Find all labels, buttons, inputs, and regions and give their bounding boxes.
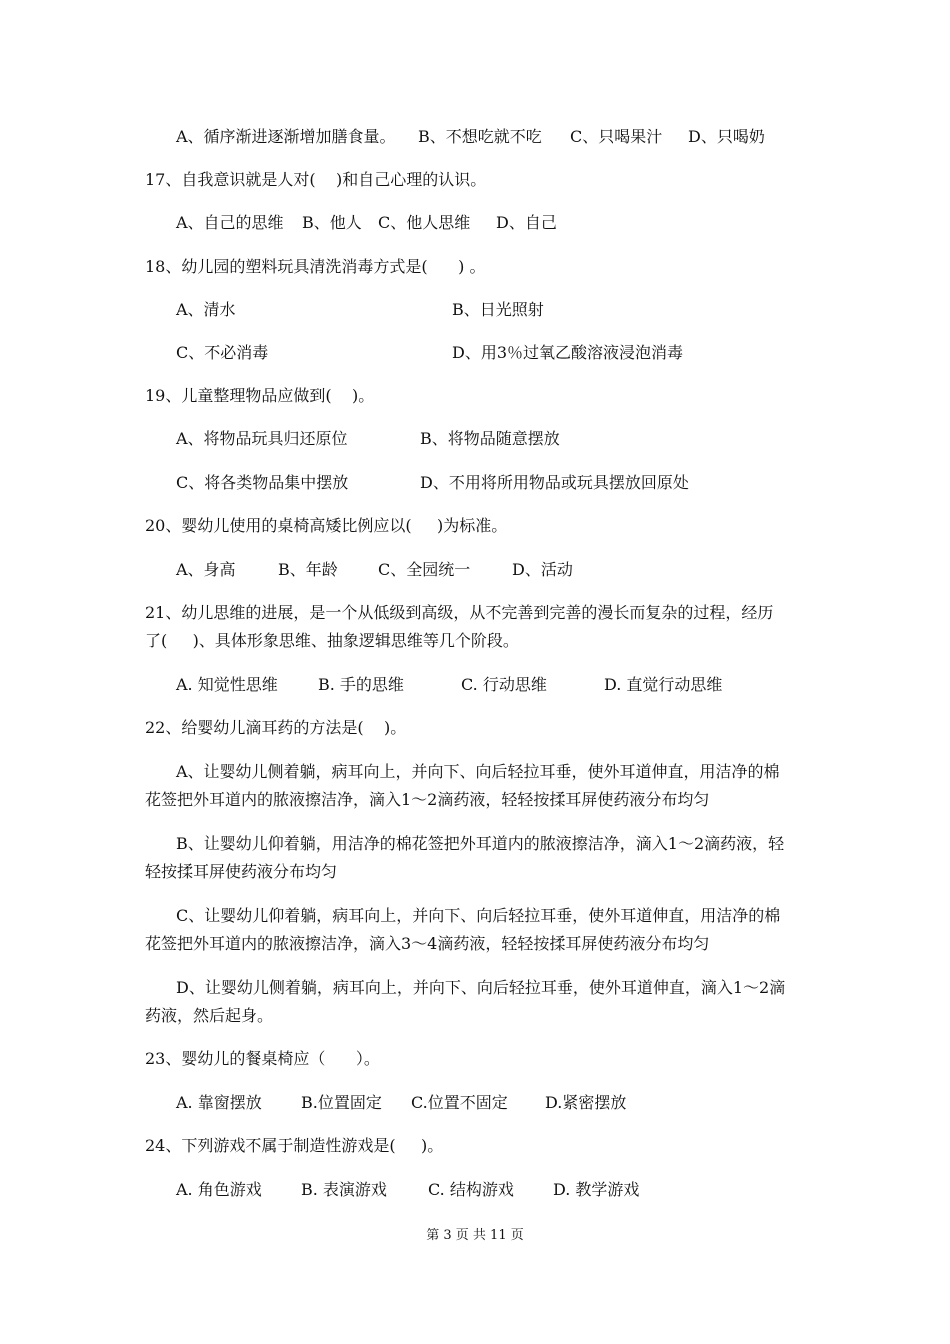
q22-stem: 22、给婴幼儿滴耳药的方法是( )。 <box>145 718 407 737</box>
q23-option-a: A. 靠窗摆放 <box>176 1093 262 1112</box>
q24-option-b: B. 表演游戏 <box>301 1180 387 1199</box>
q22-option-d-line-1: D、让婴幼儿侧着躺，病耳向上，并向下、向后轻拉耳垂，使外耳道伸直，滴入1～2滴 <box>176 978 786 997</box>
q20-stem: 20、婴幼儿使用的桌椅高矮比例应以( )为标准。 <box>145 516 508 535</box>
q24-stem: 24、下列游戏不属于制造性游戏是( )。 <box>145 1136 444 1155</box>
q18-option-a: A、清水 <box>176 300 236 319</box>
q23-stem: 23、婴幼儿的餐桌椅应（ ）。 <box>145 1049 380 1068</box>
q20-option-d: D、活动 <box>512 560 573 579</box>
q21-option-a: A. 知觉性思维 <box>176 675 278 694</box>
q21-stem-line-2: 了( )、具体形象思维、抽象逻辑思维等几个阶段。 <box>145 631 519 650</box>
q21-option-b: B. 手的思维 <box>318 675 404 694</box>
q23-option-c: C.位置不固定 <box>411 1093 508 1112</box>
q20-option-b: B、年龄 <box>278 560 338 579</box>
page-number-footer: 第 3 页 共 11 页 <box>426 1228 524 1243</box>
q22-option-b-line-2: 轻按揉耳屏使药液分布均匀 <box>145 862 338 881</box>
q23-option-b: B.位置固定 <box>301 1093 382 1112</box>
q22-option-d-line-2: 药液，然后起身。 <box>145 1006 274 1025</box>
q16-option-c: C、只喝果汁 <box>570 127 663 146</box>
q20-option-a: A、身高 <box>176 560 236 579</box>
q18-option-b: B、日光照射 <box>452 300 544 319</box>
q16-option-b: B、不想吃就不吃 <box>418 127 542 146</box>
q19-stem: 19、儿童整理物品应做到( )。 <box>145 386 375 405</box>
q21-option-d: D. 直觉行动思维 <box>604 675 723 694</box>
q18-option-d: D、用3％过氧乙酸溶液浸泡消毒 <box>452 343 684 362</box>
q17-option-b: B、他人 <box>302 213 362 232</box>
q16-option-d: D、只喝奶 <box>688 127 765 146</box>
q22-option-a-line-2: 花签把外耳道内的脓液擦洁净，滴入1～2滴药液，轻轻按揉耳屏使药液分布均匀 <box>145 790 710 809</box>
q17-option-c: C、他人思维 <box>378 213 471 232</box>
q18-stem: 18、幼儿园的塑料玩具清洗消毒方式是( ) 。 <box>145 257 486 276</box>
q20-option-c: C、全园统一 <box>378 560 471 579</box>
q24-option-c: C. 结构游戏 <box>428 1180 514 1199</box>
q16-option-a: A、循序渐进逐渐增加膳食量。 <box>176 127 396 146</box>
q19-option-b: B、将物品随意摆放 <box>420 429 560 448</box>
q22-option-c-line-1: C、让婴幼儿仰着躺，病耳向上，并向下、向后轻拉耳垂，使外耳道伸直，用洁净的棉 <box>176 906 781 925</box>
q19-option-d: D、不用将所用物品或玩具摆放回原处 <box>420 473 689 492</box>
q21-stem-line-1: 21、幼儿思维的进展，是一个从低级到高级，从不完善到完善的漫长而复杂的过程，经历 <box>145 603 774 622</box>
q24-option-d: D. 教学游戏 <box>553 1180 640 1199</box>
q17-option-a: A、自己的思维 <box>176 213 284 232</box>
q17-stem: 17、自我意识就是人对( )和自己心理的认识。 <box>145 170 487 189</box>
q17-option-d: D、自己 <box>496 213 557 232</box>
q19-option-c: C、将各类物品集中摆放 <box>176 473 349 492</box>
q18-option-c: C、不必消毒 <box>176 343 269 362</box>
q19-option-a: A、将物品玩具归还原位 <box>176 429 348 448</box>
q21-option-c: C. 行动思维 <box>461 675 547 694</box>
q24-option-a: A. 角色游戏 <box>176 1180 262 1199</box>
q22-option-b-line-1: B、让婴幼儿仰着躺，用洁净的棉花签把外耳道内的脓液擦洁净，滴入1～2滴药液，轻 <box>176 834 785 853</box>
q22-option-a-line-1: A、让婴幼儿侧着躺，病耳向上，并向下、向后轻拉耳垂，使外耳道伸直，用洁净的棉 <box>176 762 780 781</box>
q23-option-d: D.紧密摆放 <box>545 1093 627 1112</box>
q22-option-c-line-2: 花签把外耳道内的脓液擦洁净，滴入3～4滴药液，轻轻按揉耳屏使药液分布均匀 <box>145 934 710 953</box>
